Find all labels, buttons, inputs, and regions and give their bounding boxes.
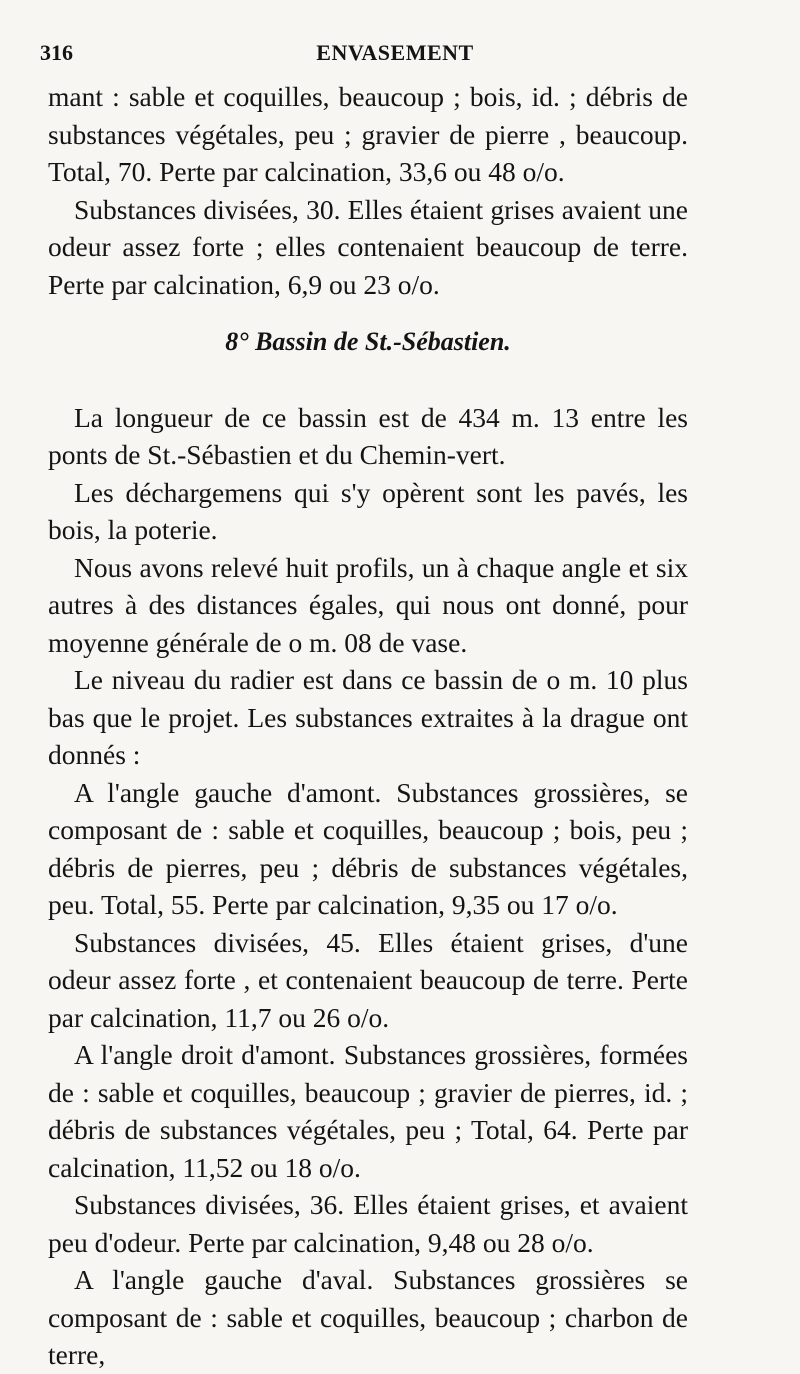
paragraph: A l'angle gauche d'aval. Substances grossières se composant de : sable et coquilles, beaucoup ; charbon de terre,: [48, 1264, 688, 1370]
paragraph: mant : sable et coquilles, beaucoup ; bois, id. ; débris de substances végétales, peu ; gravier de pierre , beaucoup. Total, 70. Perte par calcination, 33,6 ou 48 o/o.: [48, 81, 688, 187]
section-heading: 8° Bassin de St.-Sébastien.: [225, 327, 511, 356]
paragraph: Substances divisées, 30. Elles étaient grises avaient une odeur assez forte ; elles contenaient beaucoup de terre. Perte par calcination, 6,9 ou 23 o/o.: [48, 193, 688, 300]
page-header: [40, 40, 750, 74]
paragraph: La longueur de ce bassin est de 434 m. 13 entre les ponts de St.-Sébastien et du Chemin-vert.: [48, 401, 688, 470]
paragraph: Substances divisées, 45. Elles étaient grises, d'une odeur assez forte , et contenaient beaucoup de terre. Perte par calcination, 11,7 ou 26 o/o.: [48, 926, 688, 1033]
page-body: [48, 78, 688, 1374]
paragraph: A l'angle gauche d'amont. Substances grossières, se composant de : sable et coquilles, beaucoup ; bois, peu ; débris de pierres, peu ; débris de substances végétales, peu. Total, 55. Perte par calcination, 9,35 ou 17 o/o.: [48, 776, 688, 920]
page-number: 316: [40, 40, 73, 65]
paragraph: A l'angle droit d'amont. Substances grossières, formées de : sable et coquilles, beaucoup ; gravier de pierres, id. ; débris de substances végétales, peu ; Total, 64. Perte par calcination, 11,52 ou 18 o/o.: [48, 1039, 688, 1183]
paragraph: Substances divisées, 36. Elles étaient grises, et avaient peu d'odeur. Perte par calcination, 9,48 ou 28 o/o.: [48, 1189, 688, 1258]
paragraph: Les déchargemens qui s'y opèrent sont les pavés, les bois, la poterie.: [48, 476, 688, 545]
paragraph: Le niveau du radier est dans ce bassin de o m. 10 plus bas que le projet. Les substances extraites à la drague ont donnés :: [48, 664, 688, 770]
paragraph: Nous avons relevé huit profils, un à chaque angle et six autres à des distances égales, qui nous ont donné, pour moyenne générale de o m. 08 de vase.: [48, 551, 688, 658]
running-head: ENVASEMENT: [316, 40, 474, 65]
